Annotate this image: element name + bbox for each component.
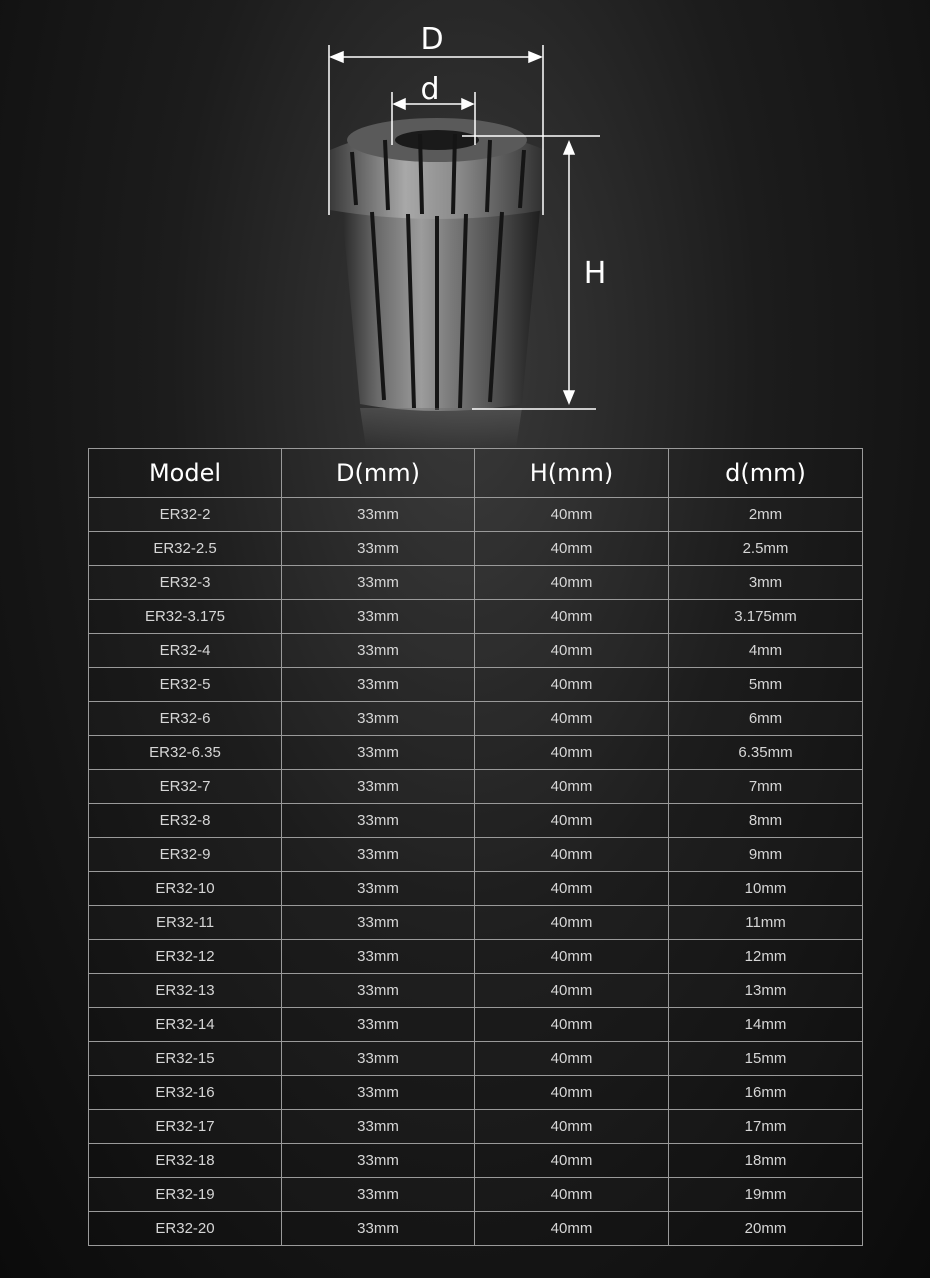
- cell-model: ER32-16: [89, 1076, 282, 1110]
- cell-model: ER32-12: [89, 940, 282, 974]
- cell-outer-diameter: 33mm: [282, 838, 475, 872]
- cell-height: 40mm: [475, 1110, 669, 1144]
- cell-height: 40mm: [475, 1144, 669, 1178]
- cell-height: 40mm: [475, 600, 669, 634]
- table-row: [89, 1144, 863, 1178]
- table-row: [89, 1212, 863, 1246]
- cell-inner-diameter: 15mm: [669, 1042, 863, 1076]
- cell-model: ER32-4: [89, 634, 282, 668]
- spec-table: [88, 448, 863, 1246]
- cell-inner-diameter: 8mm: [669, 804, 863, 838]
- cell-model: ER32-17: [89, 1110, 282, 1144]
- cell-inner-diameter: 18mm: [669, 1144, 863, 1178]
- cell-height: 40mm: [475, 1076, 669, 1110]
- height-label: H: [583, 256, 607, 291]
- cell-inner-diameter: 2mm: [669, 498, 863, 532]
- cell-height: 40mm: [475, 838, 669, 872]
- cell-model: ER32-5: [89, 668, 282, 702]
- cell-outer-diameter: 33mm: [282, 532, 475, 566]
- cell-inner-diameter: 6.35mm: [669, 736, 863, 770]
- cell-outer-diameter: 33mm: [282, 498, 475, 532]
- cell-inner-diameter: 5mm: [669, 668, 863, 702]
- cell-height: 40mm: [475, 940, 669, 974]
- table-row: [89, 838, 863, 872]
- cell-height: 40mm: [475, 702, 669, 736]
- table-row: [89, 974, 863, 1008]
- table-row: [89, 940, 863, 974]
- cell-height: 40mm: [475, 566, 669, 600]
- table-row: [89, 634, 863, 668]
- table-row: [89, 702, 863, 736]
- table-row: [89, 566, 863, 600]
- table-header-row: [89, 449, 863, 498]
- cell-model: ER32-9: [89, 838, 282, 872]
- cell-model: ER32-3.175: [89, 600, 282, 634]
- cell-inner-diameter: 7mm: [669, 770, 863, 804]
- header-model: Model: [89, 449, 282, 498]
- cell-model: ER32-2: [89, 498, 282, 532]
- table-row: [89, 1110, 863, 1144]
- cell-model: ER32-20: [89, 1212, 282, 1246]
- collet-image: [330, 118, 545, 448]
- cell-inner-diameter: 16mm: [669, 1076, 863, 1110]
- table-row: [89, 770, 863, 804]
- cell-model: ER32-15: [89, 1042, 282, 1076]
- cell-outer-diameter: 33mm: [282, 1110, 475, 1144]
- cell-inner-diameter: 19mm: [669, 1178, 863, 1212]
- cell-inner-diameter: 11mm: [669, 906, 863, 940]
- table-row: [89, 872, 863, 906]
- cell-height: 40mm: [475, 804, 669, 838]
- collet-dimension-diagram: [0, 0, 930, 448]
- cell-model: ER32-6: [89, 702, 282, 736]
- cell-height: 40mm: [475, 906, 669, 940]
- cell-outer-diameter: 33mm: [282, 668, 475, 702]
- inner-diameter-label: d: [420, 72, 440, 107]
- table-row: [89, 906, 863, 940]
- cell-height: 40mm: [475, 1178, 669, 1212]
- table-row: [89, 532, 863, 566]
- cell-inner-diameter: 2.5mm: [669, 532, 863, 566]
- table-row: [89, 498, 863, 532]
- cell-model: ER32-3: [89, 566, 282, 600]
- cell-outer-diameter: 33mm: [282, 1042, 475, 1076]
- cell-outer-diameter: 33mm: [282, 702, 475, 736]
- outer-diameter-label: D: [420, 22, 444, 57]
- cell-height: 40mm: [475, 974, 669, 1008]
- cell-inner-diameter: 12mm: [669, 940, 863, 974]
- cell-height: 40mm: [475, 872, 669, 906]
- table-row: [89, 600, 863, 634]
- cell-inner-diameter: 9mm: [669, 838, 863, 872]
- table-row: [89, 736, 863, 770]
- cell-inner-diameter: 3mm: [669, 566, 863, 600]
- cell-height: 40mm: [475, 532, 669, 566]
- table-row: [89, 1076, 863, 1110]
- cell-outer-diameter: 33mm: [282, 1178, 475, 1212]
- cell-model: ER32-7: [89, 770, 282, 804]
- cell-model: ER32-14: [89, 1008, 282, 1042]
- cell-height: 40mm: [475, 498, 669, 532]
- table-row: [89, 1008, 863, 1042]
- cell-height: 40mm: [475, 1042, 669, 1076]
- table-row: [89, 668, 863, 702]
- cell-height: 40mm: [475, 634, 669, 668]
- cell-height: 40mm: [475, 668, 669, 702]
- cell-outer-diameter: 33mm: [282, 1212, 475, 1246]
- cell-outer-diameter: 33mm: [282, 940, 475, 974]
- cell-outer-diameter: 33mm: [282, 974, 475, 1008]
- cell-model: ER32-2.5: [89, 532, 282, 566]
- cell-outer-diameter: 33mm: [282, 1076, 475, 1110]
- cell-outer-diameter: 33mm: [282, 566, 475, 600]
- cell-outer-diameter: 33mm: [282, 770, 475, 804]
- cell-height: 40mm: [475, 736, 669, 770]
- table-body: [89, 498, 863, 1246]
- cell-model: ER32-13: [89, 974, 282, 1008]
- cell-outer-diameter: 33mm: [282, 804, 475, 838]
- header-inner-diameter: d(mm): [669, 449, 863, 498]
- cell-inner-diameter: 13mm: [669, 974, 863, 1008]
- cell-outer-diameter: 33mm: [282, 1008, 475, 1042]
- cell-outer-diameter: 33mm: [282, 1144, 475, 1178]
- table-row: [89, 1042, 863, 1076]
- header-outer-diameter: D(mm): [282, 449, 475, 498]
- cell-outer-diameter: 33mm: [282, 736, 475, 770]
- cell-model: ER32-8: [89, 804, 282, 838]
- cell-inner-diameter: 17mm: [669, 1110, 863, 1144]
- cell-outer-diameter: 33mm: [282, 600, 475, 634]
- cell-model: ER32-18: [89, 1144, 282, 1178]
- cell-model: ER32-10: [89, 872, 282, 906]
- cell-outer-diameter: 33mm: [282, 634, 475, 668]
- cell-model: ER32-19: [89, 1178, 282, 1212]
- cell-inner-diameter: 3.175mm: [669, 600, 863, 634]
- cell-model: ER32-6.35: [89, 736, 282, 770]
- cell-outer-diameter: 33mm: [282, 906, 475, 940]
- cell-inner-diameter: 4mm: [669, 634, 863, 668]
- cell-height: 40mm: [475, 1212, 669, 1246]
- table-row: [89, 1178, 863, 1212]
- cell-height: 40mm: [475, 1008, 669, 1042]
- cell-outer-diameter: 33mm: [282, 872, 475, 906]
- cell-inner-diameter: 6mm: [669, 702, 863, 736]
- cell-model: ER32-11: [89, 906, 282, 940]
- cell-inner-diameter: 14mm: [669, 1008, 863, 1042]
- header-height: H(mm): [475, 449, 669, 498]
- cell-inner-diameter: 10mm: [669, 872, 863, 906]
- table-row: [89, 804, 863, 838]
- cell-inner-diameter: 20mm: [669, 1212, 863, 1246]
- cell-height: 40mm: [475, 770, 669, 804]
